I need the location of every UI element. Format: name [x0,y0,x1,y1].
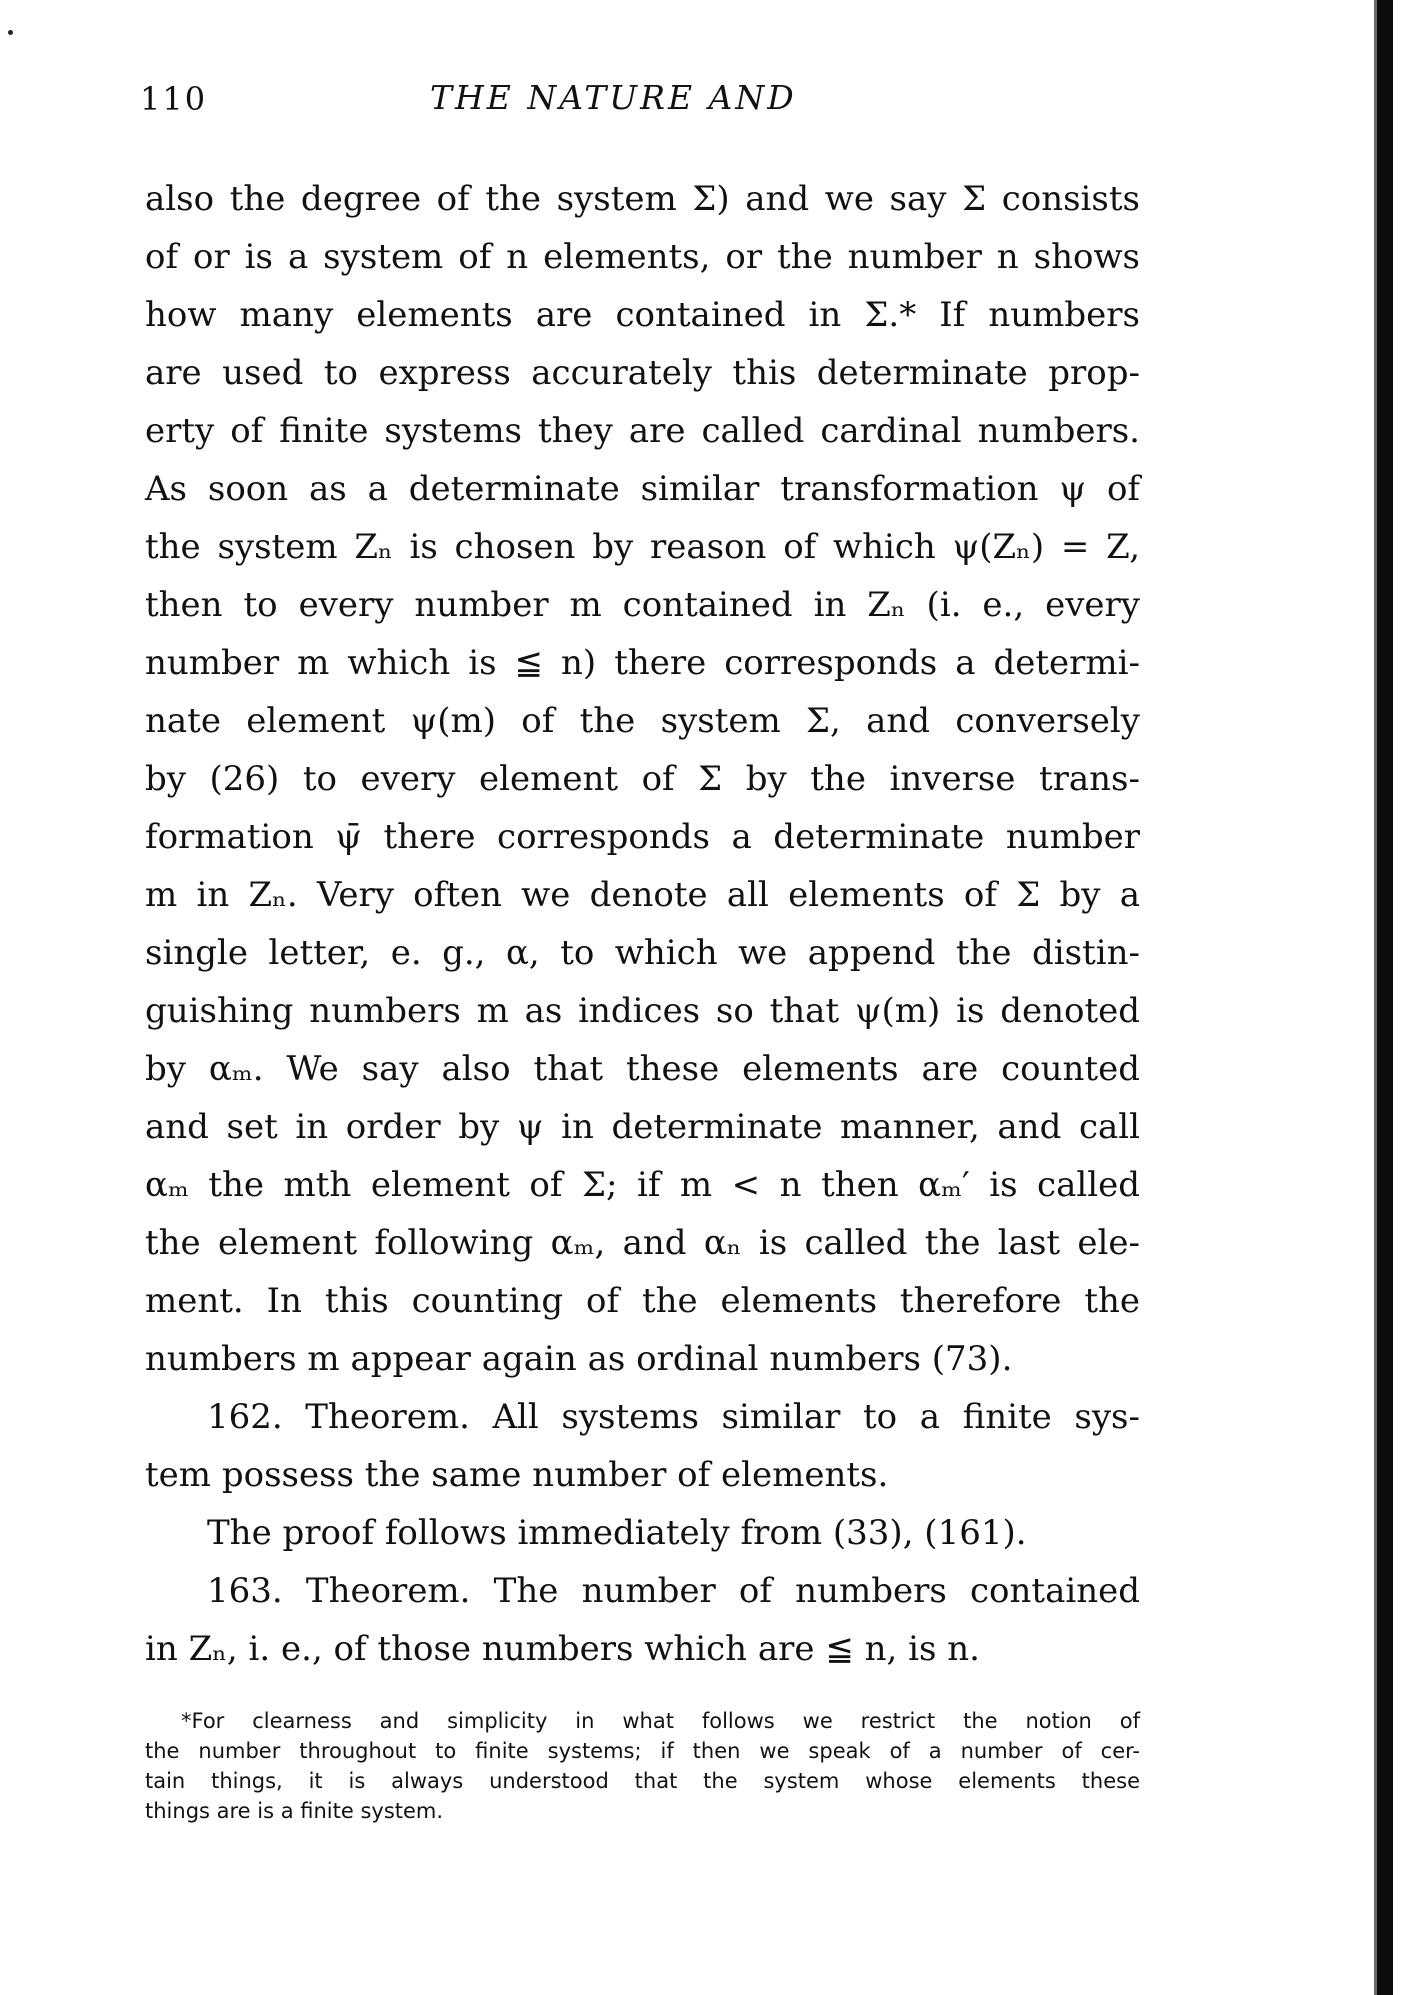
text-line: are used to express accurately this determinate prop- [145,353,1140,393]
text-line: then to every number m contained in Zₙ (i. e., every [145,585,1140,625]
text-line: number m which is ≦ n) there corresponds a determi- [145,643,1140,683]
text-line: also the degree of the system Σ) and we say Σ consists [145,179,1140,219]
theorem-162-line: 162. Theorem. All systems similar to a finite sys- [207,1397,1140,1437]
text-line: by αₘ. We say also that these elements are counted [145,1049,1140,1089]
running-title: THE NATURE AND [430,78,797,117]
text-line: numbers m appear again as ordinal numbers (73). [145,1339,1013,1379]
text-line: in Zₙ, i. e., of those numbers which are ≦ n, is n. [145,1629,980,1669]
text-line: erty of finite systems they are called cardinal numbers. [145,411,1140,451]
scan-speck [8,30,13,35]
text-line: As soon as a determinate similar transformation ψ of [145,469,1140,509]
text-line: nate element ψ(m) of the system Σ, and conversely [145,701,1140,741]
text-line: the element following αₘ, and αₙ is called the last ele- [145,1223,1140,1263]
text-line: how many elements are contained in Σ.* If numbers [145,295,1140,335]
body-text [145,170,1140,1678]
text-line: tem possess the same number of elements. [145,1455,889,1495]
text-line: m in Zₙ. Very often we denote all elements of Σ by a [145,875,1140,915]
text-line: ment. In this counting of the elements therefore the [145,1281,1140,1321]
text-line: the system Zₙ is chosen by reason of which ψ(Zₙ) = Z, [145,527,1140,567]
footnote-line: the number throughout to finite systems; if then we speak of a number of cer- [145,1739,1140,1763]
text-line: formation ψ̄ there corresponds a determinate number [145,817,1140,857]
text-line: single letter, e. g., α, to which we append the distin- [145,933,1140,973]
page-header [140,80,1140,130]
footnote [145,1706,1140,1826]
text-line: αₘ the mth element of Σ; if m < n then αₘ′ is called [145,1165,1140,1205]
theorem-163-line: 163. Theorem. The number of numbers contained [207,1571,1140,1611]
text-line: of or is a system of n elements, or the number n shows [145,237,1140,277]
footnote-line: tain things, it is always understood that the system whose elements these [145,1769,1140,1793]
text-line: by (26) to every element of Σ by the inverse trans- [145,759,1140,799]
footnote-line: *For clearness and simplicity in what follows we restrict the notion of [181,1709,1140,1733]
page-number: 110 [140,80,208,118]
text-line: and set in order by ψ in determinate manner, and call [145,1107,1140,1147]
scanned-page-edge [1377,0,1393,1995]
proof-line: The proof follows immediately from (33), (161). [207,1513,1027,1553]
footnote-line: things are is a finite system. [145,1799,444,1823]
text-line: guishing numbers m as indices so that ψ(m) is denoted [145,991,1140,1031]
